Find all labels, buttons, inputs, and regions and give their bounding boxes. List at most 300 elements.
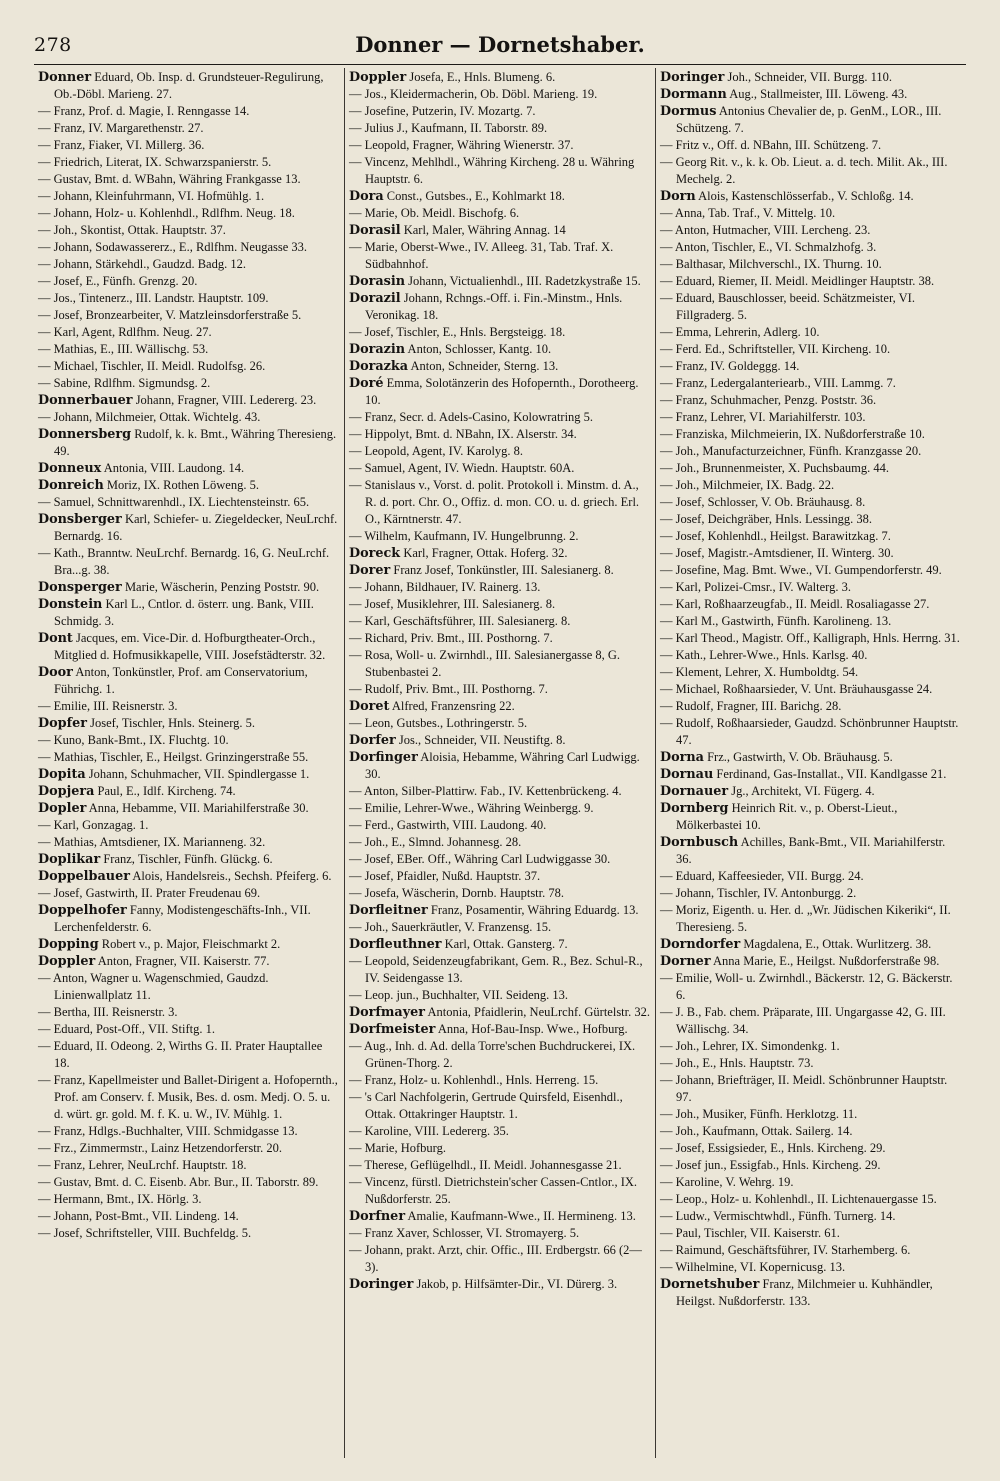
directory-entry bbox=[660, 715, 961, 749]
directory-entry bbox=[38, 1038, 339, 1072]
directory-entry bbox=[38, 477, 339, 494]
directory-entry bbox=[349, 1021, 650, 1038]
entry-details: — Eduard, II. Odeong. 2, Wirths G. II. Prater Hauptallee 18. bbox=[38, 1039, 323, 1070]
directory-entry bbox=[660, 1106, 961, 1123]
entry-details: — Kath., Lehrer-Wwe., Hnls. Karlsg. 40. bbox=[660, 648, 868, 662]
directory-entry bbox=[349, 902, 650, 919]
entry-details: — Jos., Kleidermacherin, Ob. Döbl. Marieng. 19. bbox=[349, 87, 598, 101]
entry-details: Anna, Hof-Bau-Insp. Wwe., Hofburg. bbox=[437, 1022, 628, 1036]
directory-entry bbox=[349, 885, 650, 902]
directory-entry bbox=[660, 630, 961, 647]
entry-details: Rudolf, k. k. Bmt., Währing Theresieng. 49. bbox=[54, 427, 337, 458]
directory-entry bbox=[349, 630, 650, 647]
entry-details: — Franz, IV. Margarethenstr. 27. bbox=[38, 121, 204, 135]
entry-details: — Joh., Kaufmann, Ottak. Sailerg. 14. bbox=[660, 1124, 853, 1138]
entry-details: — Ferd. Ed., Schriftsteller, VII. Kircheng. 10. bbox=[660, 342, 891, 356]
directory-entry bbox=[38, 324, 339, 341]
directory-entry bbox=[349, 69, 650, 86]
directory-entry bbox=[660, 1123, 961, 1140]
entry-details: — Franz, Prof. d. Magie, I. Renngasse 14. bbox=[38, 104, 250, 118]
directory-entry bbox=[349, 222, 650, 239]
entry-details: — Julius J., Kaufmann, II. Taborstr. 89. bbox=[349, 121, 548, 135]
directory-entry bbox=[349, 205, 650, 222]
directory-entry bbox=[349, 715, 650, 732]
directory-entry bbox=[660, 528, 961, 545]
entry-details: — Wilhelmine, VI. Kopernicusg. 13. bbox=[660, 1260, 846, 1274]
entry-details: — Josef, Musiklehrer, III. Salesianerg. 8. bbox=[349, 597, 556, 611]
entry-details: Heinrich Rit. v., p. Oberst-Lieut., Mölkerbastei 10. bbox=[676, 801, 898, 832]
entry-details: Eduard, Ob. Insp. d. Grundsteuer-Regulirung, Ob.-Döbl. Marieng. 27. bbox=[54, 70, 324, 101]
entry-surname: Donstein bbox=[38, 597, 103, 612]
entry-details: Karl, Maler, Währing Annag. 14 bbox=[403, 223, 566, 237]
entry-details: — Josef, Essigsieder, E., Hnls. Kircheng. 29. bbox=[660, 1141, 886, 1155]
directory-entry bbox=[349, 1038, 650, 1072]
entry-surname: Dopler bbox=[38, 801, 87, 816]
entry-details: Franz, Tischler, Fünfh. Glückg. 6. bbox=[103, 852, 273, 866]
directory-entry bbox=[660, 1038, 961, 1055]
entry-details: Frz., Gastwirth, V. Ob. Bräuhausg. 5. bbox=[707, 750, 893, 764]
entry-details: — 's Carl Nachfolgerin, Gertrude Quirsfeld, Eisenhdl., Ottak. Ottakringer Hauptstr. 1. bbox=[349, 1090, 623, 1121]
directory-entry bbox=[349, 341, 650, 358]
entry-surname: Dornauer bbox=[660, 784, 729, 799]
directory-entry bbox=[349, 188, 650, 205]
entry-surname: Dorfner bbox=[349, 1209, 406, 1224]
entry-surname: Dopita bbox=[38, 767, 86, 782]
entry-surname: Donnersberg bbox=[38, 427, 132, 442]
directory-entry bbox=[38, 1174, 339, 1191]
directory-entry bbox=[660, 749, 961, 766]
page-header bbox=[34, 30, 966, 65]
directory-entry bbox=[660, 1072, 961, 1106]
entry-surname: Dora bbox=[349, 189, 384, 204]
directory-entry bbox=[349, 86, 650, 103]
entry-surname: Dornetshuber bbox=[660, 1277, 760, 1292]
directory-entry bbox=[38, 970, 339, 1004]
directory-entry bbox=[660, 426, 961, 443]
directory-entry bbox=[38, 426, 339, 460]
entry-details: — Gustav, Bmt. d. C. Eisenb. Abr. Bur., II. Taborstr. 89. bbox=[38, 1175, 319, 1189]
directory-entry bbox=[349, 409, 650, 426]
directory-entry bbox=[349, 460, 650, 477]
entry-details: Jacques, em. Vice-Dir. d. Hofburgtheater-Orch., Mitglied d. Hofmusikkapelle, VIII. Josefstädterstr. 32. bbox=[54, 631, 326, 662]
entry-details: — Johann, Kleinfuhrmann, VI. Hofmühlg. 1. bbox=[38, 189, 265, 203]
entry-details: Alois, Handelsreis., Sechsh. Pfeiferg. 6. bbox=[132, 869, 332, 883]
entry-details: — Karl M., Gastwirth, Fünfh. Karolineng. 13. bbox=[660, 614, 892, 628]
entry-details: — Joh., Manufacturzeichner, Fünfh. Kranzgasse 20. bbox=[660, 444, 922, 458]
entry-details: — Kath., Branntw. NeuLrchf. Bernardg. 16, G. NeuLrchf. Bra...g. 38. bbox=[38, 546, 330, 577]
entry-surname: Doré bbox=[349, 376, 384, 391]
entry-details: Franz Josef, Tonkünstler, III. Salesianerg. 8. bbox=[393, 563, 614, 577]
directory-entry bbox=[660, 647, 961, 664]
directory-entry bbox=[38, 868, 339, 885]
entry-details: — Joh., Sauerkräutler, V. Franzensg. 15. bbox=[349, 920, 552, 934]
directory-entry bbox=[38, 239, 339, 256]
entry-details: — Georg Rit. v., k. k. Ob. Lieut. a. d. tech. Milit. Ak., III. Mechelg. 2. bbox=[660, 155, 948, 186]
entry-surname: Door bbox=[38, 665, 73, 680]
running-title: Donner — Dornetshaber. bbox=[355, 32, 645, 57]
directory-entry bbox=[660, 86, 961, 103]
entry-surname: Donsberger bbox=[38, 512, 122, 527]
entry-details: Johann, Schuhmacher, VII. Spindlergasse 1. bbox=[88, 767, 310, 781]
entry-details: — Franz, Kapellmeister und Ballet-Dirigent a. Hofopernth., Prof. am Conserv. f. Musik, Bes. d. osm. Medj. O. 5. u. d. würt. gr. gold. M. f. K. u. W., IV. Mühlg. 1. bbox=[38, 1073, 338, 1121]
entry-details: — Jos., Tintenerz., III. Landstr. Hauptstr. 109. bbox=[38, 291, 269, 305]
directory-entry bbox=[349, 936, 650, 953]
entry-surname: Donner bbox=[38, 70, 92, 85]
entry-details: — Johann, Sodawassererz., E., Rdlfhm. Neugasse 33. bbox=[38, 240, 308, 254]
entry-details: — Rudolf, Roßhaarsieder, Gaudzd. Schönbrunner Hauptstr. 47. bbox=[660, 716, 959, 747]
entry-details: — Franz, Fiaker, VI. Millerg. 36. bbox=[38, 138, 205, 152]
directory-entry bbox=[349, 834, 650, 851]
entry-details: — Kuno, Bank-Bmt., IX. Fluchtg. 10. bbox=[38, 733, 229, 747]
entry-details: Karl L., Cntlor. d. österr. ung. Bank, VIII. Schmidg. 3. bbox=[54, 597, 314, 628]
entry-details: Anna, Hebamme, VII. Mariahilferstraße 30. bbox=[88, 801, 309, 815]
entry-details: Josef, Tischler, Hnls. Steinerg. 5. bbox=[90, 716, 256, 730]
directory-entry bbox=[38, 766, 339, 783]
entry-details: Moriz, IX. Rothen Löweng. 5. bbox=[106, 478, 259, 492]
entry-details: Marie, Wäscherin, Penzing Poststr. 90. bbox=[124, 580, 320, 594]
directory-entry bbox=[349, 1123, 650, 1140]
entry-details: — Frz., Zimmermstr., Lainz Hetzendorferstr. 20. bbox=[38, 1141, 283, 1155]
entry-details: — Josef, Kohlenhdl., Heilgst. Barawitzkag. 7. bbox=[660, 529, 891, 543]
entry-details: — Johann, Tischler, IV. Antonburgg. 2. bbox=[660, 886, 857, 900]
entry-details: — Johann, Holz- u. Kohlenhdl., Rdlfhm. Neug. 18. bbox=[38, 206, 295, 220]
entry-details: — Josef, Schlosser, V. Ob. Bräuhausg. 8. bbox=[660, 495, 866, 509]
entry-surname: Dorfinger bbox=[349, 750, 418, 765]
entry-details: — Johann, Bildhauer, IV. Rainerg. 13. bbox=[349, 580, 541, 594]
directory-entry bbox=[660, 1055, 961, 1072]
directory-entry bbox=[38, 851, 339, 868]
directory-entry bbox=[660, 766, 961, 783]
directory-entry bbox=[349, 919, 650, 936]
directory-entry bbox=[38, 511, 339, 545]
entry-surname: Doret bbox=[349, 699, 390, 714]
entry-surname: Doplikar bbox=[38, 852, 101, 867]
entry-details: — Josef, Gastwirth, II. Prater Freudenau 69. bbox=[38, 886, 261, 900]
directory-entry bbox=[660, 579, 961, 596]
entry-details: — Josef, Magistr.-Amtsdiener, II. Winterg. 30. bbox=[660, 546, 894, 560]
entry-details: — Leopold, Agent, IV. Karolyg. 8. bbox=[349, 444, 524, 458]
directory-entry bbox=[349, 647, 650, 681]
directory-entry bbox=[38, 817, 339, 834]
directory-entry bbox=[38, 749, 339, 766]
directory-entry bbox=[349, 358, 650, 375]
entry-details: — Marie, Ob. Meidl. Bischofg. 6. bbox=[349, 206, 520, 220]
entry-details: — Bertha, III. Reisnerstr. 3. bbox=[38, 1005, 178, 1019]
column-left bbox=[34, 68, 344, 1458]
directory-entry bbox=[660, 698, 961, 715]
entry-surname: Dormann bbox=[660, 87, 727, 102]
directory-entry bbox=[349, 749, 650, 783]
entry-details: — Karoline, V. Wehrg. 19. bbox=[660, 1175, 794, 1189]
entry-details: Alfred, Franzensring 22. bbox=[391, 699, 515, 713]
directory-entry bbox=[660, 154, 961, 188]
entry-details: — Josef, E., Fünfh. Grenzg. 20. bbox=[38, 274, 198, 288]
directory-entry bbox=[38, 290, 339, 307]
entry-details: Achilles, Bank-Bmt., VII. Mariahilferstr. 36. bbox=[676, 835, 946, 866]
entry-details: — Samuel, Schnittwarenhdl., IX. Liechtensteinstr. 65. bbox=[38, 495, 310, 509]
entry-details: — Rudolf, Fragner, III. Barichg. 28. bbox=[660, 699, 842, 713]
directory-entry bbox=[38, 1004, 339, 1021]
directory-entry bbox=[349, 545, 650, 562]
entry-details: Anton, Schneider, Sterng. 13. bbox=[410, 359, 559, 373]
directory-entry bbox=[38, 1157, 339, 1174]
entry-details: — Joh., Lehrer, IX. Simondenkg. 1. bbox=[660, 1039, 840, 1053]
directory-entry bbox=[38, 392, 339, 409]
entry-surname: Dopfer bbox=[38, 716, 87, 731]
entry-details: — Anton, Tischler, E., VI. Schmalzhofg. 3. bbox=[660, 240, 877, 254]
directory-entry bbox=[38, 800, 339, 817]
directory-entry bbox=[349, 851, 650, 868]
entry-details: — Franz, Lehrer, NeuLrchf. Hauptstr. 18. bbox=[38, 1158, 247, 1172]
entry-details: — Franz, Secr. d. Adels-Casino, Kolowratring 5. bbox=[349, 410, 594, 424]
entry-details: — J. B., Fab. chem. Präparate, III. Ungargasse 42, G. III. Wällischg. 34. bbox=[660, 1005, 946, 1036]
directory-entry bbox=[349, 1157, 650, 1174]
directory-entry bbox=[349, 1174, 650, 1208]
entry-details: Const., Gutsbes., E., Kohlmarkt 18. bbox=[386, 189, 565, 203]
entry-details: — Aug., Inh. d. Ad. della Torre'schen Buchdruckerei, IX. Grünen-Thorg. 2. bbox=[349, 1039, 636, 1070]
entry-details: — Franz, Lehrer, VI. Mariahilferstr. 103. bbox=[660, 410, 866, 424]
entry-surname: Dont bbox=[38, 631, 73, 646]
directory-entry bbox=[38, 375, 339, 392]
entry-surname: Dorer bbox=[349, 563, 391, 578]
entry-details: Aug., Stallmeister, III. Löweng. 43. bbox=[729, 87, 908, 101]
entry-details: Franz, Milchmeier u. Kuhhändler, Heilgst. Nußdorferstr. 133. bbox=[676, 1277, 933, 1308]
entry-surname: Dorfmayer bbox=[349, 1005, 426, 1020]
directory-entry bbox=[349, 120, 650, 137]
directory-entry bbox=[660, 545, 961, 562]
entry-details: — Rudolf, Priv. Bmt., III. Posthorng. 7. bbox=[349, 682, 548, 696]
directory-entry bbox=[660, 1174, 961, 1191]
directory-entry bbox=[38, 630, 339, 664]
entry-details: — Vincenz, Mehlhdl., Währing Kircheng. 28 u. Währing Hauptstr. 6. bbox=[349, 155, 635, 186]
entry-details: — Josef, EBer. Off., Währing Carl Ludwiggasse 30. bbox=[349, 852, 611, 866]
entry-details: — Johann, prakt. Arzt, chir. Offic., III. Erdbergstr. 66 (2—3). bbox=[349, 1243, 642, 1274]
page-number: 278 bbox=[34, 34, 72, 56]
directory-entry bbox=[349, 817, 650, 834]
entry-details: — Mathias, Amtsdiener, IX. Marianneng. 32. bbox=[38, 835, 266, 849]
entry-surname: Dorfmeister bbox=[349, 1022, 436, 1037]
entry-details: — Marie, Hofburg. bbox=[349, 1141, 446, 1155]
entry-details: — Joh., E., Hnls. Hauptstr. 73. bbox=[660, 1056, 814, 1070]
entry-details: Emma, Solotänzerin des Hofopernth., Dorotheerg. 10. bbox=[365, 376, 639, 407]
entry-details: — Leop. jun., Buchhalter, VII. Seideng. 13. bbox=[349, 988, 569, 1002]
directory-entry bbox=[660, 358, 961, 375]
directory-entry bbox=[38, 103, 339, 120]
entry-details: Paul, E., Idlf. Kircheng. 74. bbox=[97, 784, 236, 798]
directory-entry bbox=[660, 613, 961, 630]
directory-entry bbox=[38, 120, 339, 137]
entry-details: — Vincenz, fürstl. Dietrichstein'scher Cassen-Cntlor., IX. Nußdorferstr. 25. bbox=[349, 1175, 638, 1206]
entry-details: Josefa, E., Hnls. Blumeng. 6. bbox=[409, 70, 556, 84]
entry-surname: Dornberg bbox=[660, 801, 729, 816]
directory-entry bbox=[349, 273, 650, 290]
directory-entry bbox=[660, 1242, 961, 1259]
directory-entry bbox=[38, 885, 339, 902]
entry-details: — Richard, Priv. Bmt., III. Posthorng. 7. bbox=[349, 631, 553, 645]
entry-details: Robert v., p. Major, Fleischmarkt 2. bbox=[101, 937, 281, 951]
entry-surname: Donneux bbox=[38, 461, 102, 476]
directory-entry bbox=[38, 154, 339, 171]
directory-entry bbox=[38, 902, 339, 936]
entry-details: Anton, Fragner, VII. Kaiserstr. 77. bbox=[97, 954, 270, 968]
directory-entry bbox=[660, 137, 961, 154]
directory-entry bbox=[349, 698, 650, 715]
entry-details: — Ludw., Vermischtwhdl., Fünfh. Turnerg. 14. bbox=[660, 1209, 896, 1223]
directory-entry bbox=[660, 511, 961, 528]
directory-entry bbox=[349, 1140, 650, 1157]
entry-surname: Doreck bbox=[349, 546, 401, 561]
entry-details: — Hippolyt, Bmt. d. NBahn, IX. Alserstr. 34. bbox=[349, 427, 577, 441]
directory-entry bbox=[349, 103, 650, 120]
directory-entry bbox=[660, 392, 961, 409]
directory-entry bbox=[38, 783, 339, 800]
directory-entry bbox=[660, 902, 961, 936]
directory-entry bbox=[349, 477, 650, 528]
entry-details: — Michael, Tischler, II. Meidl. Rudolfsg. 26. bbox=[38, 359, 266, 373]
directory-entry bbox=[660, 324, 961, 341]
entry-details: — Klement, Lehrer, X. Humboldtg. 54. bbox=[660, 665, 859, 679]
entry-surname: Dorna bbox=[660, 750, 704, 765]
entry-details: — Friedrich, Literat, IX. Schwarzspanierstr. 5. bbox=[38, 155, 272, 169]
entry-details: Johann, Fragner, VIII. Ledererg. 23. bbox=[135, 393, 317, 407]
entry-details: — Eduard, Bauschlosser, beeid. Schätzmeister, VI. Fillgraderg. 5. bbox=[660, 291, 915, 322]
directory-entry bbox=[349, 1072, 650, 1089]
directory-entry bbox=[38, 545, 339, 579]
entry-details: Ferdinand, Gas-Installat., VII. Kandlgasse 21. bbox=[716, 767, 947, 781]
directory-entry bbox=[349, 375, 650, 409]
entry-details: — Franz, Holz- u. Kohlenhdl., Hnls. Herreng. 15. bbox=[349, 1073, 599, 1087]
entry-details: — Mathias, E., III. Wällischg. 53. bbox=[38, 342, 209, 356]
directory-entry bbox=[349, 1004, 650, 1021]
directory-entry bbox=[660, 885, 961, 902]
directory-entry bbox=[660, 460, 961, 477]
entry-details: — Franz, Ledergalanteriearb., VIII. Lammg. 7. bbox=[660, 376, 896, 390]
directory-entry bbox=[38, 460, 339, 477]
entry-surname: Doppler bbox=[349, 70, 407, 85]
entry-details: — Karl, Gonzagag. 1. bbox=[38, 818, 149, 832]
entry-details: — Raimund, Geschäftsführer, IV. Starhemberg. 6. bbox=[660, 1243, 911, 1257]
directory-entry bbox=[38, 307, 339, 324]
entry-details: — Karoline, VIII. Ledererg. 35. bbox=[349, 1124, 509, 1138]
entry-surname: Dorazin bbox=[349, 342, 406, 357]
entry-details: — Gustav, Bmt. d. WBahn, Währing Frankgasse 13. bbox=[38, 172, 301, 186]
directory-entry bbox=[38, 137, 339, 154]
directory-entry bbox=[349, 562, 650, 579]
entry-details: — Johann, Milchmeier, Ottak. Wichtelg. 43. bbox=[38, 410, 261, 424]
entry-details: — Anna, Tab. Traf., V. Mittelg. 10. bbox=[660, 206, 836, 220]
directory-entry bbox=[660, 1157, 961, 1174]
entry-details: — Franz, Schuhmacher, Penzg. Poststr. 36. bbox=[660, 393, 877, 407]
entry-details: — Fritz v., Off. d. NBahn, III. Schützeng. 7. bbox=[660, 138, 882, 152]
entry-surname: Doringer bbox=[660, 70, 725, 85]
entry-details: — Anton, Wagner u. Wagenschmied, Gaudzd. Linienwallplatz 11. bbox=[38, 971, 269, 1002]
directory-entry bbox=[660, 103, 961, 137]
column-middle bbox=[344, 68, 655, 1458]
directory-entry bbox=[660, 205, 961, 222]
entry-details: — Josef, Schriftsteller, VIII. Buchfeldg. 5. bbox=[38, 1226, 252, 1240]
directory-entry bbox=[660, 477, 961, 494]
directory-entry bbox=[349, 681, 650, 698]
directory-entry bbox=[660, 970, 961, 1004]
entry-surname: Dorn bbox=[660, 189, 696, 204]
entry-details: Anna Marie, E., Heilgst. Nußdorferstraße 98. bbox=[713, 954, 940, 968]
entry-details: — Franz Xaver, Schlosser, VI. Stromayerg. 5. bbox=[349, 1226, 580, 1240]
directory-entry bbox=[349, 239, 650, 273]
directory-entry bbox=[38, 698, 339, 715]
directory-entry bbox=[660, 273, 961, 290]
entry-surname: Dopping bbox=[38, 937, 99, 952]
directory-entry bbox=[38, 222, 339, 239]
entry-details: — Hermann, Bmt., IX. Hörlg. 3. bbox=[38, 1192, 202, 1206]
directory-entry bbox=[660, 681, 961, 698]
directory-entry bbox=[349, 596, 650, 613]
entry-surname: Dorfleitner bbox=[349, 903, 428, 918]
entry-details: — Paul, Tischler, VII. Kaiserstr. 61. bbox=[660, 1226, 840, 1240]
directory-entry bbox=[38, 579, 339, 596]
directory-entry bbox=[349, 800, 650, 817]
directory-entry bbox=[349, 732, 650, 749]
entry-surname: Dopjera bbox=[38, 784, 95, 799]
directory-entry bbox=[660, 664, 961, 681]
directory-entry bbox=[660, 1208, 961, 1225]
entry-details: — Joh., Milchmeier, IX. Badg. 22. bbox=[660, 478, 835, 492]
directory-entry bbox=[349, 528, 650, 545]
entry-details: — Johann, Stärkehdl., Gaudzd. Badg. 12. bbox=[38, 257, 246, 271]
entry-details: — Wilhelm, Kaufmann, IV. Hungelbrunng. 2. bbox=[349, 529, 579, 543]
entry-details: — Eduard, Post-Off., VII. Stiftg. 1. bbox=[38, 1022, 215, 1036]
entry-details: — Michael, Roßhaarsieder, V. Unt. Bräuhausgasse 24. bbox=[660, 682, 933, 696]
entry-details: — Joh., Brunnenmeister, X. Puchsbaumg. 44. bbox=[660, 461, 889, 475]
entry-details: — Johann, Briefträger, II. Meidl. Schönbrunner Hauptstr. 97. bbox=[660, 1073, 948, 1104]
directory-entry bbox=[38, 188, 339, 205]
entry-details: Anton, Tonkünstler, Prof. am Conservatorium, Führichg. 1. bbox=[54, 665, 308, 696]
directory-entry bbox=[660, 562, 961, 579]
entry-details: — Franz, IV. Goldeggg. 14. bbox=[660, 359, 800, 373]
directory-entry bbox=[349, 290, 650, 324]
directory-entry bbox=[660, 290, 961, 324]
entry-details: Antonia, Pfaidlerin, NeuLrchf. Gürtelstr. 32. bbox=[427, 1005, 651, 1019]
directory-entry bbox=[349, 783, 650, 800]
entry-surname: Dorasin bbox=[349, 274, 406, 289]
directory-entry bbox=[38, 256, 339, 273]
entry-surname: Dornbusch bbox=[660, 835, 739, 850]
directory-entry bbox=[38, 715, 339, 732]
directory-entry bbox=[660, 375, 961, 392]
entry-details: — Leopold, Seidenzeugfabrikant, Gem. R., Bez. Schul-R., IV. Seidengasse 13. bbox=[349, 954, 643, 985]
directory-entry bbox=[349, 1242, 650, 1276]
directory-entry bbox=[349, 154, 650, 188]
directory-entry bbox=[660, 239, 961, 256]
entry-details: — Josefine, Putzerin, IV. Mozartg. 7. bbox=[349, 104, 536, 118]
entry-details: — Leop., Holz- u. Kohlenhdl., II. Lichtenauergasse 15. bbox=[660, 1192, 937, 1206]
entry-details: — Mathias, Tischler, E., Heilgst. Grinzingerstraße 55. bbox=[38, 750, 309, 764]
entry-details: — Emilie, III. Reisnerstr. 3. bbox=[38, 699, 178, 713]
directory-entry bbox=[660, 1259, 961, 1276]
entry-details: — Emma, Lehrerin, Adlerg. 10. bbox=[660, 325, 820, 339]
entry-details: Amalie, Kaufmann-Wwe., II. Hermineng. 13. bbox=[407, 1209, 636, 1223]
directory-entry bbox=[660, 1140, 961, 1157]
entry-details: — Karl, Roßhaarzeugfab., II. Meidl. Rosaliagasse 27. bbox=[660, 597, 930, 611]
entry-details: — Moriz, Eigenth. u. Her. d. „Wr. Jüdischen Kikeriki“, II. Theresieng. 5. bbox=[660, 903, 951, 934]
directory-entry bbox=[349, 426, 650, 443]
entry-surname: Doppelbauer bbox=[38, 869, 130, 884]
directory-entry bbox=[38, 1191, 339, 1208]
directory-entry bbox=[38, 1123, 339, 1140]
directory-entry bbox=[660, 443, 961, 460]
entry-details: — Joh., Musiker, Fünfh. Herklotzg. 11. bbox=[660, 1107, 858, 1121]
directory-entry bbox=[349, 1208, 650, 1225]
entry-details: — Emilie, Lehrer-Wwe., Währing Weinbergg. 9. bbox=[349, 801, 594, 815]
